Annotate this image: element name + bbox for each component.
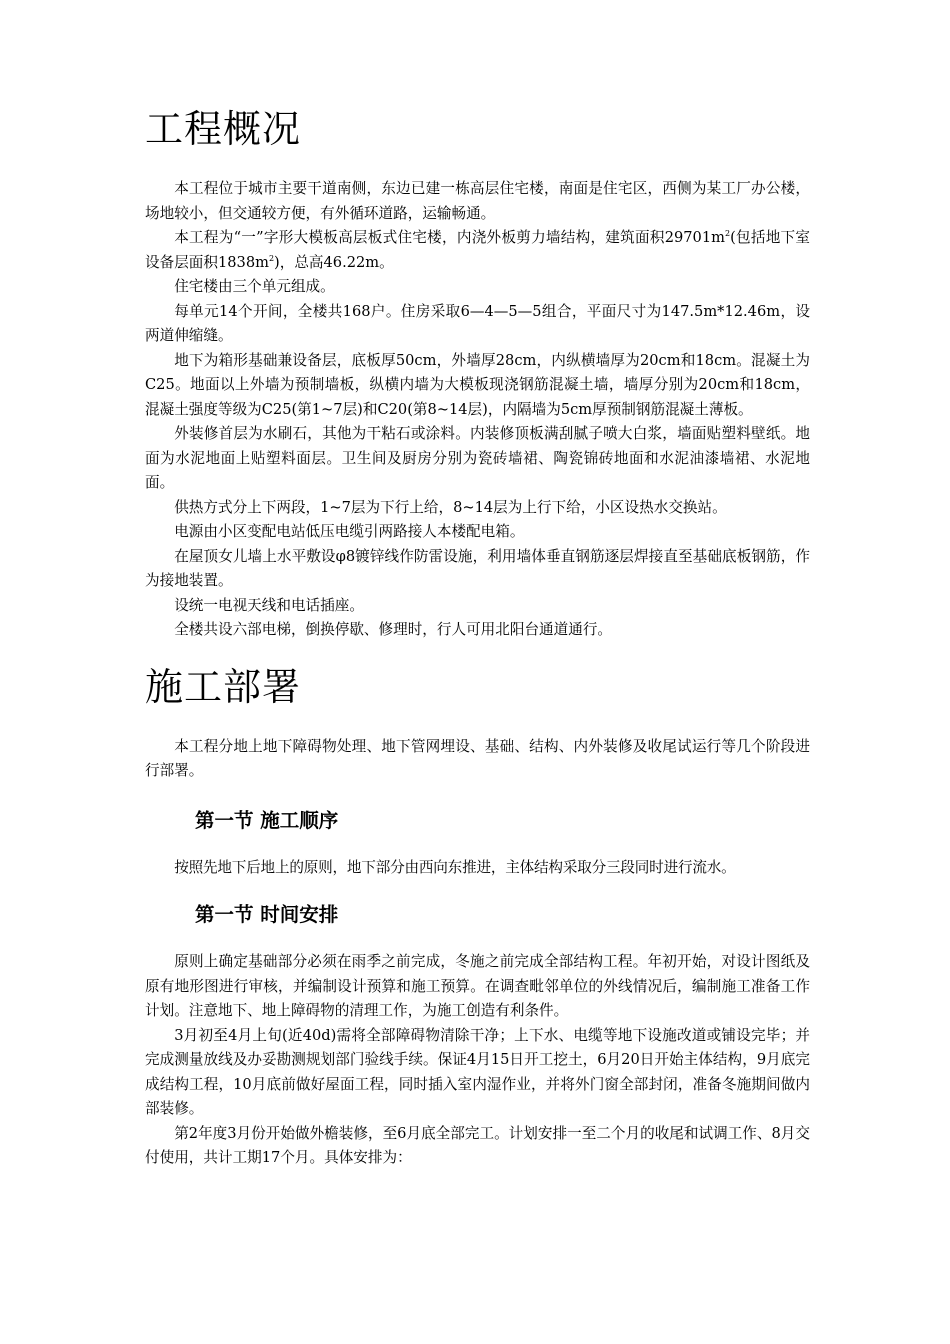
paragraph: 本工程位于城市主要干道南侧，东边已建一栋高层住宅楼，南面是住宅区，西侧为某工厂办公楼，场地较小，但交通较方便，有外循环道路，运输畅通。 — [145, 180, 810, 222]
paragraph: 设统一电视天线和电话插座。 — [174, 596, 364, 614]
paragraph: 供热方式分上下两段，1~7层为下行上给，8~14层为上行下给，小区设热水交换站。 — [174, 498, 727, 516]
paragraph: 第2年度3月份开始做外檐装修，至6月底全部完工。计划安排一至二个月的收尾和试调工作、8月交付使用，共计工期17个月。具体安排为： — [145, 1124, 810, 1166]
subsection-title-sequence: 第一节 施工顺序 — [195, 808, 339, 832]
section-title-deployment: 施工部署 — [145, 664, 302, 709]
paragraph: 3月初至4月上旬(近40d)需将全部障碍物清除干净；上下水、电缆等地下设施改道或铺设完毕；并完成测量放线及办妥勘测规划部门验线手续。保证4月15日开工挖土，6月20日开始主体结构，9月底完成结构工程，10月底前做好屋面工程，同时插入室内湿作业，并将外门窗全部封闭，准备冬施期间做内部装修。 — [145, 1026, 810, 1117]
paragraph: 本工程分地上地下障碍物处理、地下管网埋设、基础、结构、内外装修及收尾试运行等几个阶段进行部署。 — [145, 737, 810, 779]
paragraph: 全楼共设六部电梯，倒换停歇、修理时，行人可用北阳台通道通行。 — [174, 621, 613, 638]
paragraph-area: 本工程为“一”字形大模板高层板式住宅楼，内浇外板剪力墙结构，建筑面积$29701m^2$(包括地下室设备层面积$1838m^2$)，总高46.22m。 — [145, 229, 810, 271]
paragraph: 在屋顶女儿墙上水平敷设φ8镀锌线作防雷设施，利用墙体垂直钢筋逐层焊接直至基础底板钢筋，作为接地装置。 — [145, 547, 810, 589]
paragraph: 按照先地下后地上的原则，地下部分由西向东推进，主体结构采取分三段同时进行流水。 — [174, 858, 736, 876]
subsection-title-schedule: 第一节 时间安排 — [195, 903, 339, 926]
paragraph: 住宅楼由三个单元组成。 — [174, 278, 335, 295]
paragraph: 外装修首层为水刷石，其他为干粘石或涂料。内装修顶板满刮腻子喷大白浆，墙面贴塑料壁纸。地面为水泥地面上贴塑料面层。卫生间及厨房分别为瓷砖墙裙、陶瓷锦砖地面和水泥油漆墙裙、水泥地面。 — [145, 425, 810, 491]
section-title-overview: 工程概况 — [145, 107, 302, 151]
paragraph: 每单元14个开间，全楼共168户。住房采取6—4—5—5组合，平面尺寸为147.5m*12.46m，设两道伸缩缝。 — [145, 302, 810, 344]
paragraph: 地下为箱形基础兼设备层，底板厚50cm，外墙厚28cm，内纵横墙厚为20cm和18cm。混凝土为C25。地面以上外墙为预制墙板，纵横内墙为大模板现浇钢筋混凝土墙，墙厚分别为20cm和18cm，混凝土强度等级为C25(第1~7层)和C20(第8~14层)，内隔墙为5cm厚预制钢筋混凝土薄板。 — [145, 351, 810, 418]
document-body — [145, 103, 810, 1171]
paragraph: 电源由小区变配电站低压电缆引两路接人本楼配电箱。 — [174, 523, 525, 540]
paragraph: 原则上确定基础部分必须在雨季之前完成，冬施之前完成全部结构工程。年初开始，对设计图纸及原有地形图进行审核，并编制设计预算和施工预算。在调查毗邻单位的外线情况后，编制施工准备工作计划。注意地下、地上障碍物的清理工作，为施工创造有利条件。 — [145, 953, 810, 1019]
